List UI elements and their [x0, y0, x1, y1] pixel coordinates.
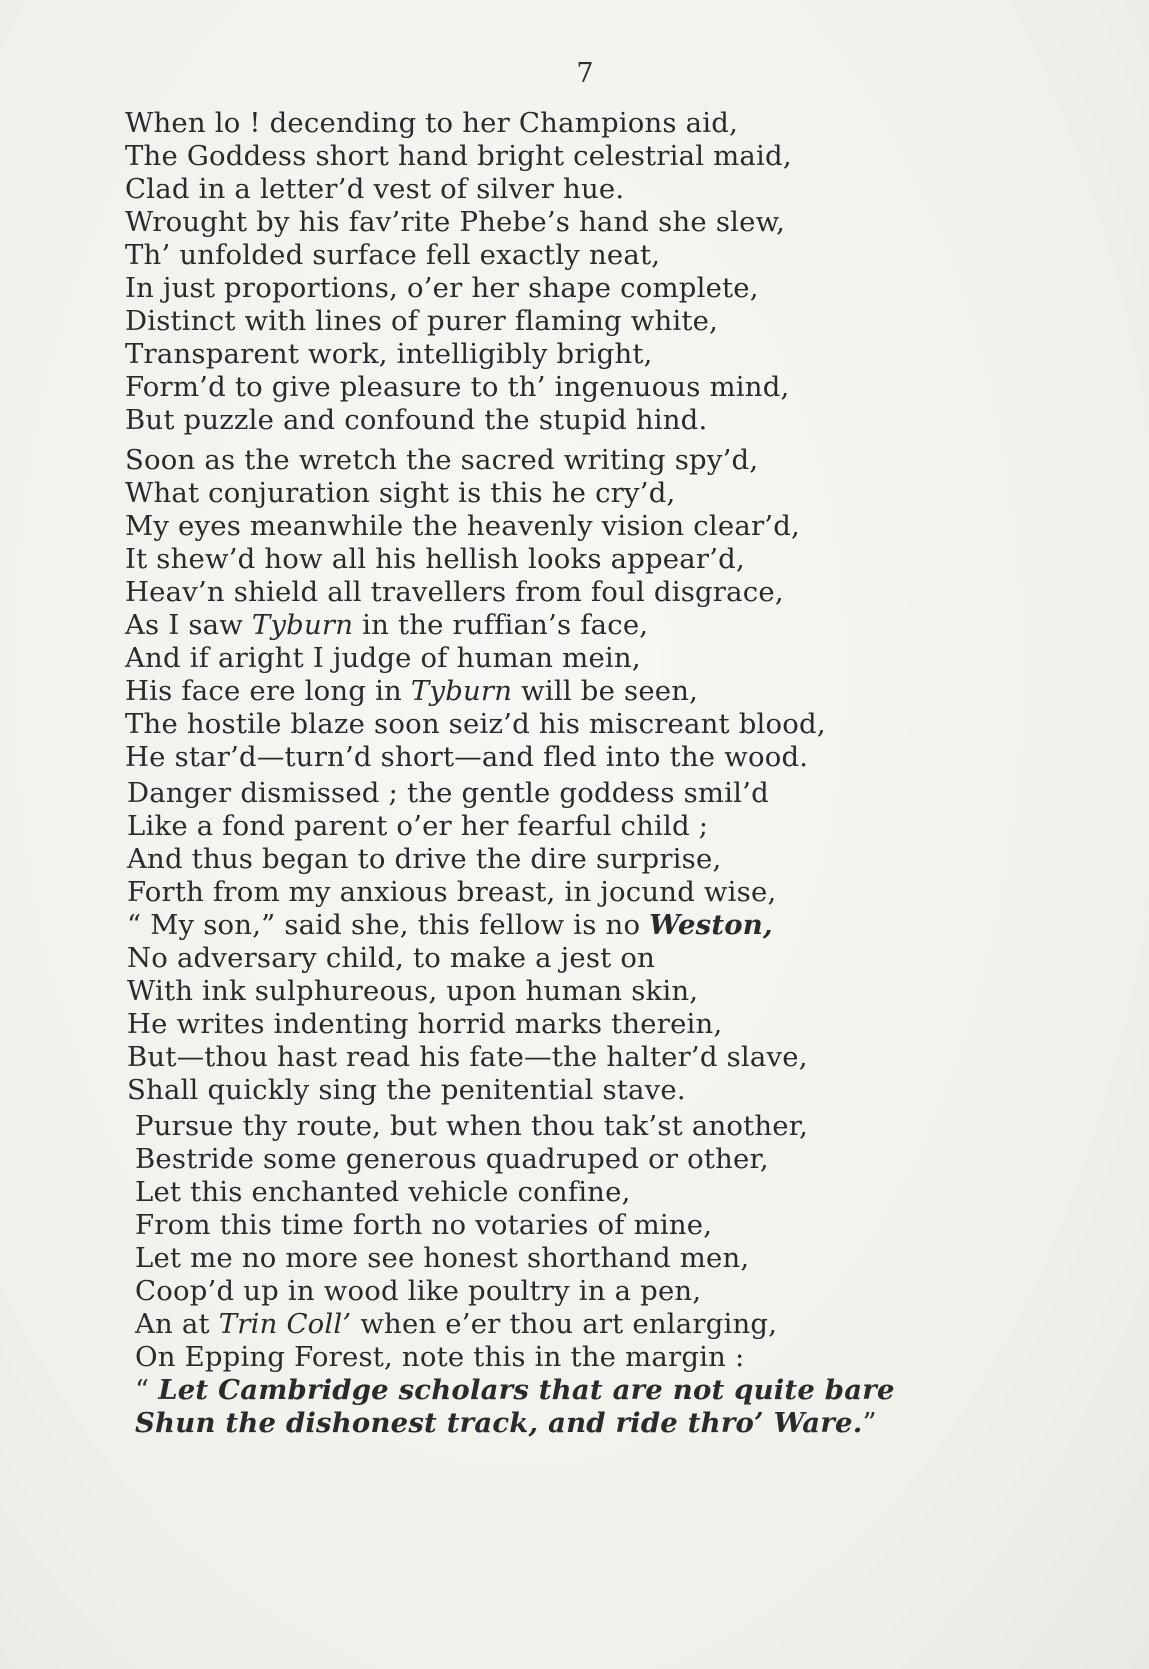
line-segment: And thus began to drive the dire surprise,	[127, 843, 722, 875]
poem-line	[127, 1041, 808, 1074]
poem-line	[127, 1074, 808, 1107]
line-segment: Th’ unfolded surface fell exactly neat,	[125, 239, 661, 271]
line-segment: No adversary child, to make a jest on	[127, 942, 656, 974]
line-segment: Let me no more see honest shorthand men,	[135, 1242, 750, 1274]
line-segment: Distinct with lines of purer flaming white,	[125, 305, 719, 337]
poem-line	[125, 107, 792, 140]
poem-line	[125, 272, 792, 305]
poem-line	[125, 305, 792, 338]
line-segment: Tyburn	[410, 675, 513, 707]
line-segment: Form’d to give pleasure to th’ ingenuous mind,	[125, 371, 790, 403]
poem-line	[125, 239, 792, 272]
line-segment: Bestride some generous quadruped or other,	[135, 1143, 769, 1175]
line-segment: My eyes meanwhile the heavenly vision clear’d,	[125, 510, 800, 542]
poem-line	[135, 1110, 895, 1143]
line-segment: He writes indenting horrid marks therein,	[127, 1008, 723, 1040]
poem-line	[125, 576, 826, 609]
poem-line	[135, 1143, 895, 1176]
line-segment: From this time forth no votaries of mine,	[135, 1209, 713, 1241]
line-segment: It shew’d how all his hellish looks appear’d,	[125, 543, 745, 575]
line-segment: Like a fond parent o’er her fearful child ;	[127, 810, 709, 842]
line-segment: Forth from my anxious breast, in jocund wise,	[127, 876, 777, 908]
line-segment: The Goddess short hand bright celestrial maid,	[125, 140, 792, 172]
line-segment: In just proportions, o’er her shape complete,	[125, 272, 759, 304]
line-segment: Clad in a letter’d vest of silver hue.	[125, 173, 625, 205]
line-segment: Danger dismissed ; the gentle goddess smil’d	[127, 777, 769, 809]
line-segment: Heav’n shield all travellers from foul disgrace,	[125, 576, 784, 608]
poem-line	[125, 444, 826, 477]
poem-line	[135, 1374, 895, 1407]
line-segment: When lo ! decending to her Champions aid,	[125, 107, 739, 139]
line-segment: Soon as the wretch the sacred writing spy’d,	[125, 444, 759, 476]
stanza-1	[125, 107, 792, 437]
poem-line	[127, 975, 808, 1008]
poem-line	[135, 1176, 895, 1209]
line-segment: Pursue thy route, but when thou tak’st another,	[135, 1110, 809, 1142]
line-segment: But puzzle and confound the stupid hind.	[125, 404, 708, 436]
line-segment: ”	[862, 1407, 877, 1439]
stanza-2	[125, 444, 826, 774]
poem-line	[125, 404, 792, 437]
line-segment: in the ruffian’s face,	[353, 609, 649, 641]
line-segment: But—thou hast read his fate—the halter’d slave,	[127, 1041, 808, 1073]
line-segment: The hostile blaze soon seiz’d his miscreant blood,	[125, 708, 826, 740]
line-segment: “	[135, 1374, 159, 1406]
line-segment: Trin Coll’	[218, 1308, 352, 1340]
poem-line	[125, 741, 826, 774]
poem-line	[125, 675, 826, 708]
poem-line	[127, 777, 808, 810]
poem-line	[125, 543, 826, 576]
line-segment: when e’er thou art enlarging,	[351, 1308, 778, 1340]
line-segment: What conjuration sight is this he cry’d,	[125, 477, 676, 509]
poem-line	[135, 1242, 895, 1275]
poem-line	[125, 708, 826, 741]
line-segment: Shun the dishonest track, and ride thro’ Ware.	[135, 1407, 863, 1439]
poem-line	[125, 477, 826, 510]
poem-line	[135, 1407, 895, 1440]
line-segment: “ My son,” said she, this fellow is no	[127, 909, 650, 941]
line-segment: Wrought by his fav’rite Phebe’s hand she slew,	[125, 206, 786, 238]
line-segment: Weston,	[649, 909, 773, 941]
poem-line	[127, 876, 808, 909]
poem-line	[125, 140, 792, 173]
poem-line	[125, 510, 826, 543]
line-segment: His face ere long in	[125, 675, 411, 707]
poem-line	[135, 1275, 895, 1308]
line-segment: Transparent work, intelligibly bright,	[125, 338, 653, 370]
stanza-3	[127, 777, 808, 1107]
line-segment: Tyburn	[251, 609, 354, 641]
stanza-4	[135, 1110, 895, 1440]
line-segment: Shall quickly sing the penitential stave.	[127, 1074, 686, 1106]
poem-line	[127, 843, 808, 876]
line-segment: On Epping Forest, note this in the margin :	[135, 1341, 745, 1373]
line-segment: will be seen,	[512, 675, 699, 707]
poem-line	[127, 1008, 808, 1041]
poem-line	[125, 609, 826, 642]
line-segment: He star’d—turn’d short—and fled into the wood.	[125, 741, 809, 773]
poem-line	[125, 173, 792, 206]
line-segment: Let Cambridge scholars that are not quite bare	[158, 1374, 895, 1406]
line-segment: An at	[135, 1308, 219, 1340]
line-segment: With ink sulphureous, upon human skin,	[127, 975, 699, 1007]
poem-line	[125, 371, 792, 404]
line-segment: And if aright I judge of human mein,	[125, 642, 641, 674]
line-segment: Let this enchanted vehicle confine,	[135, 1176, 631, 1208]
poem-line	[127, 909, 808, 942]
line-segment: As I saw	[125, 609, 252, 641]
poem-line	[125, 642, 826, 675]
poem-line	[135, 1341, 895, 1374]
poem-line	[125, 338, 792, 371]
poem-line	[135, 1209, 895, 1242]
poem-line	[125, 206, 792, 239]
poem-line	[127, 810, 808, 843]
line-segment: Coop’d up in wood like poultry in a pen,	[135, 1275, 702, 1307]
page-number: 7	[576, 58, 594, 89]
poem-line	[135, 1308, 895, 1341]
poem-line	[127, 942, 808, 975]
